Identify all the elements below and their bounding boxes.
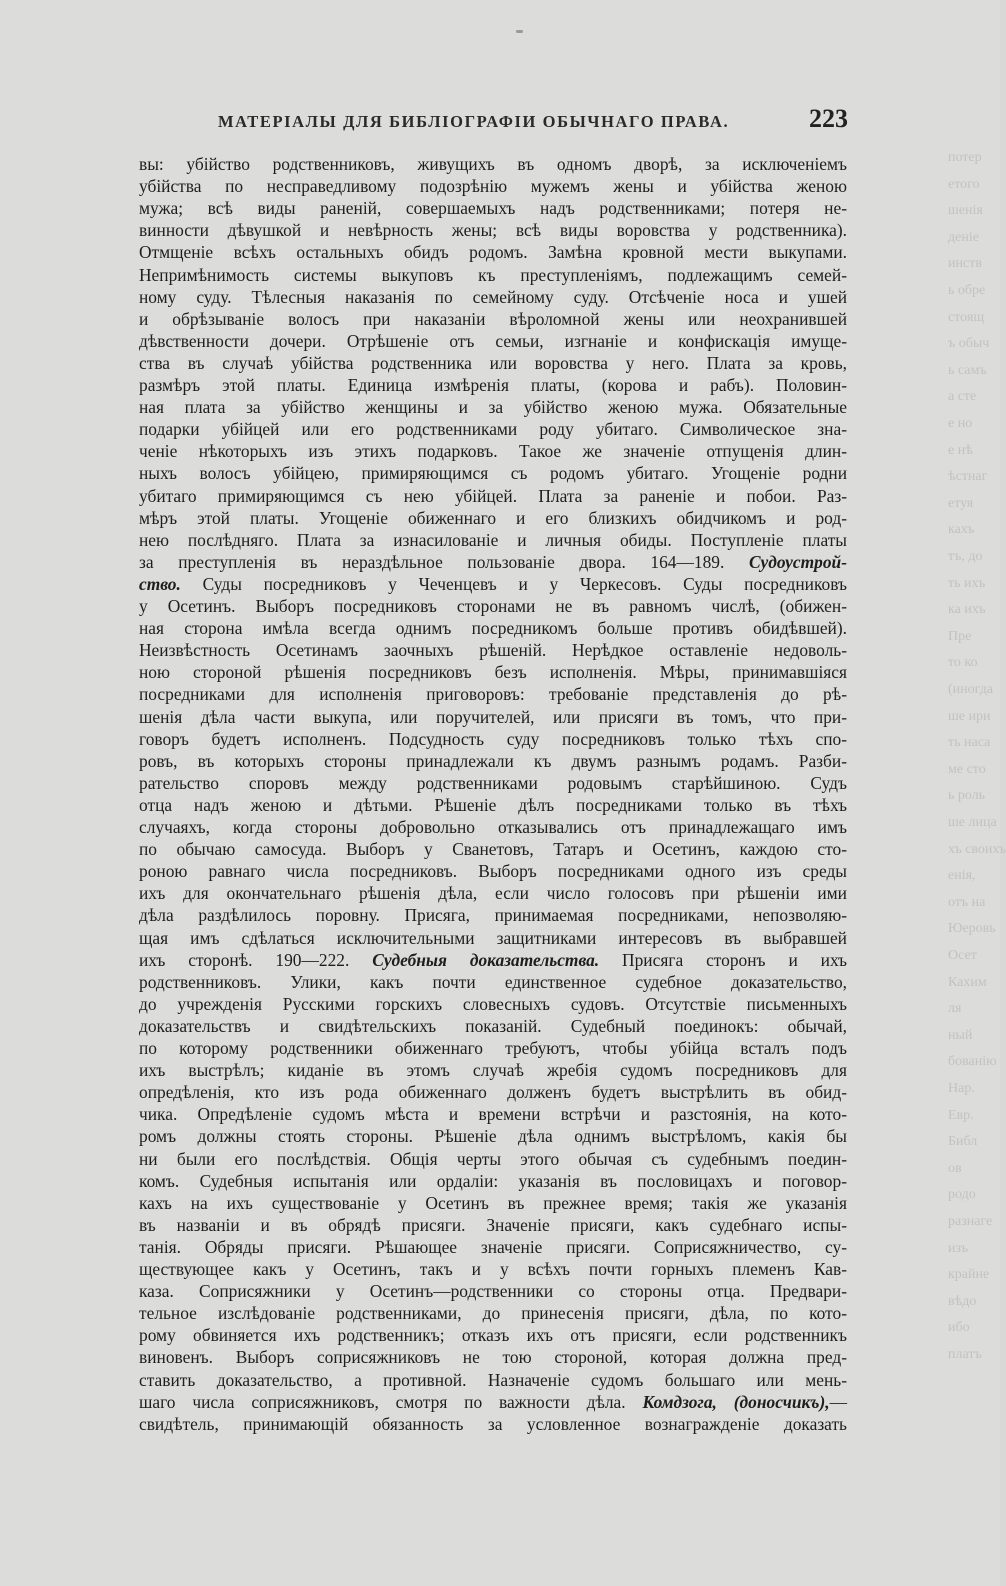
bleed-fragment: потер	[948, 150, 982, 165]
bleed-fragment: ше лица	[948, 815, 997, 830]
text-line: свидѣтель, принимающій обязанность за условленное вознагражденіе доказать	[139, 1413, 847, 1434]
paper-speck	[516, 30, 523, 33]
text-line: чика. Опредѣленіе судомъ мѣста и времени встрѣчи и разстоянія, на кото-	[139, 1104, 847, 1125]
bleed-fragment: тъ, до	[948, 549, 983, 564]
text-line: ная плата за убійство женщины и за убійство женою мужа. Обязательные	[139, 397, 847, 418]
text-line: отца надъ женою и дѣтьми. Рѣшеніе дѣлъ посредниками только въ тѣхъ	[139, 794, 847, 815]
text-line: щая имъ сдѣлаться исключительными защитниками интересовъ въ выбравшей	[139, 927, 847, 948]
bleed-fragment: кахъ	[948, 522, 975, 538]
text-line: комъ. Судебныя испытанія или ордаліи: указанія въ пословицахъ и поговор-	[139, 1170, 847, 1191]
bleed-fragment: отъ на	[948, 894, 986, 910]
text-line: ство. Суды посредниковъ у Чеченцевъ и у Черкесовъ. Суды посредниковъ	[139, 573, 847, 594]
bleed-fragment: шенія	[948, 203, 983, 219]
bleed-fragment: ка ихъ	[948, 602, 986, 618]
bleed-fragment: ля	[948, 1001, 962, 1017]
bleed-fragment: Кахим	[948, 974, 987, 990]
text-line: по которому родственники обиженнаго требуютъ, чтобы убійца всталъ подъ	[139, 1038, 847, 1058]
bleed-fragment: Юеровь	[948, 921, 996, 937]
bleed-fragment: ибо	[948, 1320, 970, 1336]
bleed-fragment: ный	[948, 1027, 973, 1043]
text-line: ровъ, въ которыхъ стороны принадлежали къ двумъ разнымъ родамъ. Разби-	[139, 750, 847, 771]
text-line: ихъ выстрѣлъ; киданіе въ этомъ случаѣ жребія судомъ посредниковъ для	[139, 1060, 847, 1081]
text-line: дѣвственности дочери. Отрѣшеніе отъ семьи, изгнаніе и конфискація имуще-	[139, 330, 847, 351]
text-line: ихъ для окончательнаго рѣшенія дѣла, если число голосовъ при рѣшеніи ими	[139, 883, 847, 904]
text-line: ромъ должны стоять стороны. Рѣшеніе дѣла однимъ выстрѣломъ, какія бы	[139, 1126, 847, 1147]
bleed-fragment: ь самъ	[948, 362, 987, 378]
text-line: подарки убійцей или его родственниками роду убитаго. Символическое зна-	[139, 419, 847, 440]
bleed-fragment: то ко	[948, 655, 978, 671]
bleed-fragment: е но	[948, 416, 973, 431]
text-line: у Осетинъ. Выборъ посредниковъ сторонами не въ равномъ числѣ, (обижен-	[139, 596, 847, 616]
text-line: говоръ будетъ исполненъ. Подсудность суду посредниковъ только тѣхъ спо-	[139, 728, 847, 749]
text-line: доказательствъ и свидѣтельскихъ показаній. Судебный поединокъ: обычай,	[139, 1015, 847, 1036]
bleed-fragment: бованію	[948, 1054, 997, 1070]
text-line: родственниковъ. Улики, какъ почти единственное судебное доказательство,	[139, 971, 847, 992]
text-line: тельное изслѣдованіе родственниками, до принесенія присяги, дѣла, по кото-	[139, 1303, 847, 1324]
text-line: вы: убійство родственниковъ, живущихъ въ одномъ дворѣ, за исключеніемъ	[139, 154, 847, 174]
bleed-fragment: е нѣ	[948, 442, 973, 458]
bleed-fragment: ше ири	[948, 708, 991, 724]
text-line: кахъ на ихъ существованіе у Осетинъ въ прежнее время; такія же указанія	[139, 1192, 847, 1213]
text-line: дѣла раздѣлилось поровну. Присяга, принимаемая посредниками, непозволяю-	[139, 905, 847, 926]
text-line: по обычаю самосуда. Выборъ у Сванетовъ, Татаръ и Осетинъ, каждою сто-	[139, 839, 847, 860]
text-line: рательство споровъ между родственниками родовымъ старѣйшиною. Судъ	[139, 772, 847, 793]
text-line: убійства по несправедливому подозрѣнію мужемъ жены и убійства женою	[139, 176, 847, 197]
bleed-fragment: (иногда	[948, 682, 994, 697]
bleed-fragment: родо	[948, 1187, 976, 1203]
bleed-fragment: ь роль	[948, 788, 986, 804]
text-line: случаяхъ, когда стороны добровольно отказывались отъ принадлежащаго имъ	[139, 817, 847, 837]
bleed-fragment: ме сто	[948, 761, 986, 777]
text-line: ченіе нѣкоторыхъ изъ этихъ подарковъ. Такое же значеніе отпущенія длин-	[139, 441, 847, 462]
text-line: и обрѣзываніе волосъ при наказаніи вѣроломной жены или неохранившей	[139, 308, 847, 329]
text-line: за преступленія въ нераздѣльное пользованіе двора. 164—189. Судоустрой-	[139, 551, 847, 572]
text-line: посредниками для исполненія приговоровъ: требованіе представленія до рѣ-	[139, 684, 847, 705]
bleed-fragment: изъ	[948, 1240, 969, 1256]
text-line: нею послѣдняго. Плата за изнасилованіе и личныя обиды. Поступленіе платы	[139, 529, 847, 550]
text-line: Отмщеніе всѣхъ остальныхъ обидъ родомъ. Замѣна кровной мести выкупами.	[139, 242, 847, 263]
bleed-fragment: крайне	[948, 1267, 990, 1283]
page-number: 223	[809, 104, 848, 133]
text-line: ихъ сторонѣ. 190—222. Судебныя доказательства. Присяга сторонъ и ихъ	[139, 949, 847, 970]
text-line: шенія дѣла части выкупа, или поручителей, или присяги въ томъ, что при-	[139, 706, 847, 727]
bleed-fragment: Пре	[948, 628, 972, 644]
running-title: МАТЕРІАЛЫ ДЛЯ БИБЛІОГРАФІИ ОБЫЧНАГО ПРАВА.	[218, 112, 730, 131]
text-line: до учрежденія Русскими горскихъ словесныхъ судовъ. Отсутствіе письменныхъ	[139, 993, 847, 1014]
bleed-fragment: инств	[948, 256, 982, 272]
bleed-fragment: Нар.	[948, 1081, 975, 1096]
bleed-fragment: Осет	[948, 948, 977, 963]
margin-bleed-through	[948, 150, 1006, 1390]
text-line: ному суду. Тѣлесныя наказанія по семейному суду. Отсѣченіе носа и ушей	[139, 286, 847, 307]
text-line: мѣръ этой платы. Угощеніе обиженнаго и его близкихъ обидчикомъ и род-	[139, 507, 847, 528]
text-line: Непримѣнимость системы выкуповъ къ преступленіямъ, подлежащимъ семей-	[139, 264, 847, 285]
text-line: танія. Обряды присяги. Рѣшающее значеніе присяги. Соприсяжничество, су-	[139, 1236, 847, 1257]
text-line: рому обвиняется ихъ родственникъ; отказъ ихъ отъ присяги, если родственникъ	[139, 1325, 847, 1346]
text-line: виновенъ. Выборъ соприсяжниковъ не тою стороной, которая должна пред-	[139, 1347, 847, 1368]
text-line: роною равнаго числа посредниковъ. Выборъ посредниками одного изъ среды	[139, 861, 847, 882]
bleed-fragment: ов	[948, 1160, 962, 1176]
text-line: въ названіи и въ обрядѣ присяги. Значеніе присяги, какъ судебнаго испы-	[139, 1214, 847, 1235]
text-line: ною стороной рѣшенія посредниковъ безъ исполненія. Мѣры, принимавшіяся	[139, 662, 847, 683]
text-line: Неизвѣстность Осетинамъ заочныхъ рѣшеній. Нерѣдкое оставленіе недоволь-	[139, 640, 847, 661]
text-line: винности дѣвушкой и невѣрность жены; всѣ виды воровства у родственника).	[139, 220, 847, 241]
bleed-fragment: платъ	[948, 1347, 982, 1362]
bleed-fragment: етуя	[948, 495, 974, 511]
bleed-fragment: Библ	[948, 1134, 978, 1150]
text-line: мужа; всѣ виды раненій, совершаемыхъ надъ родственниками; потеря не-	[139, 198, 847, 219]
text-line: ществующее какъ у Осетинъ, такъ и у всѣхъ почти горныхъ племенъ Кав-	[139, 1259, 847, 1279]
bleed-fragment: деніе	[948, 229, 979, 245]
bleed-fragment: ть наса	[948, 735, 991, 751]
text-line: ная сторона имѣла всегда однимъ посредникомъ больше противъ обидѣвшей).	[139, 618, 847, 639]
bleed-fragment: ь обре	[948, 283, 986, 298]
bleed-fragment: вѣдо	[948, 1293, 977, 1309]
text-line: ни были его послѣдствія. Общія черты этого обычая съ судебнымъ поедин-	[139, 1148, 847, 1169]
text-line: ства въ случаѣ убійства родственника или воровства у него. Плата за кровь,	[139, 352, 847, 373]
bleed-fragment: Евр.	[948, 1107, 974, 1123]
bleed-fragment: ъ обыч	[948, 336, 990, 352]
text-line: ныхъ волосъ убійцею, примиряющимся съ родомъ убитаго. Угощеніе родни	[139, 463, 847, 484]
text-line: убитаго примиряющимся съ нею убійцей. Плата за раненіе и побои. Раз-	[139, 485, 847, 506]
text-line: опредѣленія, кто изъ рода обиженнаго долженъ будетъ выстрѣлить въ обид-	[139, 1082, 847, 1103]
bleed-fragment: а сте	[948, 389, 977, 405]
page-header	[218, 104, 848, 140]
bleed-fragment: ть ихъ	[948, 575, 986, 591]
text-line: размѣръ этой платы. Единица измѣренія платы, (корова и рабъ). Половин-	[139, 375, 847, 395]
bleed-fragment: ѣстнаг	[948, 469, 988, 485]
text-line: шаго числа соприсяжниковъ, смотря по важности дѣла. Комдзога, (доносчикъ),—	[139, 1391, 847, 1412]
text-line: ставить доказательство, а противной. Назначеніе судомъ большаго или мень-	[139, 1369, 847, 1390]
bleed-fragment: етого	[948, 176, 980, 192]
bleed-fragment: хъ своихъ	[948, 841, 1006, 857]
bleed-fragment: разнаге	[948, 1214, 993, 1229]
bleed-fragment: стоящ	[948, 309, 985, 325]
bleed-fragment: енія,	[948, 868, 976, 884]
text-line: каза. Соприсяжники у Осетинъ—родственники со стороны отца. Предвари-	[139, 1281, 847, 1302]
